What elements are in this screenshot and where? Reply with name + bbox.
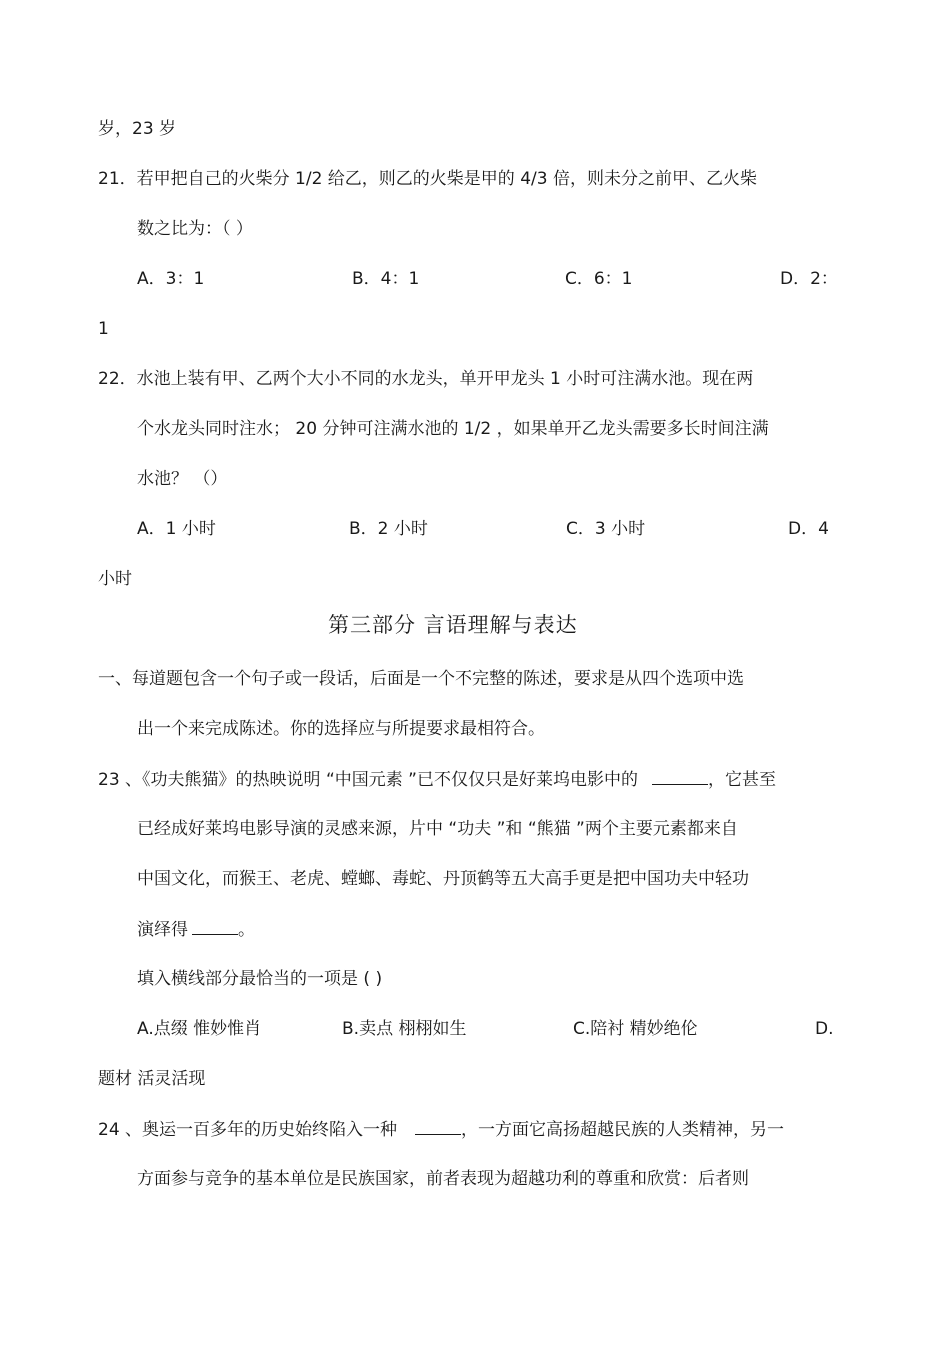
q23-line-1-tail: ，它甚至: [707, 770, 776, 790]
q24-line-1: [98, 1118, 784, 1141]
q21-option-a: A．3：1: [137, 269, 205, 289]
q23-line-4: [137, 918, 255, 941]
instruction-line-2: 出一个来完成陈述。你的选择应与所提要求最相符合。: [137, 719, 545, 739]
q23-option-d: D.: [815, 1019, 834, 1039]
q23-line-1: [98, 768, 776, 791]
q22-option-b: B．2 小时: [349, 519, 428, 539]
q23-line-4-tail: 。: [238, 920, 255, 940]
q23-option-a: A.点缀 惟妙惟肖: [137, 1019, 262, 1039]
q22-line-2: 个水龙头同时注水； 20 分钟可注满水池的 1/2 ，如果单开乙龙头需要多长时间注满: [137, 419, 769, 439]
q23-line-3: 中国文化，而猴王、老虎、螳螂、毒蛇、丹顶鹤等五大高手更是把中国功夫中轻功: [137, 869, 749, 889]
q23-line-4-text: 演绎得: [137, 920, 188, 940]
q21-option-d: D．2：: [780, 269, 838, 289]
top-line: 岁，23 岁: [98, 119, 177, 139]
q23-blank-2: [192, 918, 238, 935]
q22-option-a: A．1 小时: [137, 519, 216, 539]
instruction-line-1: 一、每道题包含一个句子或一段话，后面是一个不完整的陈述，要求是从四个选项中选: [98, 669, 744, 689]
q22-line-1: 22．水池上装有甲、乙两个大小不同的水龙头，单开甲龙头 1 小时可注满水池。现在两: [98, 369, 754, 389]
q22-option-d-wrap: 小时: [98, 569, 132, 589]
q24-line-1-tail: ，一方面它高扬超越民族的人类精神，另一: [461, 1120, 785, 1140]
q23-prompt: 填入横线部分最恰当的一项是 ( ): [137, 969, 383, 989]
q22-line-3: 水池？ （）: [137, 469, 228, 489]
q21-line-2: 数之比为：（ ）: [137, 219, 253, 239]
q21-line-1: 21．若甲把自己的火柴分 1/2 给乙，则乙的火柴是甲的 4/3 倍，则未分之前甲、乙火柴: [98, 169, 757, 189]
q24-line-1-text: 24 、奥运一百多年的历史始终陷入一种: [98, 1120, 398, 1140]
q22-option-c: C．3 小时: [566, 519, 646, 539]
q23-blank-1: [652, 768, 708, 785]
q24-blank-1: [415, 1118, 461, 1135]
q21-option-d-wrap: 1: [98, 319, 109, 339]
section-title: 第三部分 言语理解与表达: [328, 613, 578, 637]
q24-line-2: 方面参与竞争的基本单位是民族国家，前者表现为超越功利的尊重和欣赏：后者则: [137, 1169, 749, 1189]
q23-option-b: B.卖点 栩栩如生: [342, 1019, 467, 1039]
q22-option-d: D．4: [788, 519, 829, 539]
q21-option-c: C．6：1: [565, 269, 633, 289]
q21-option-b: B．4：1: [352, 269, 420, 289]
q23-line-1-text: 23 、《功夫熊猫》的热映说明 “中国元素 ”已不仅仅只是好莱坞电影中的: [98, 770, 638, 790]
q23-option-c: C.陪衬 精妙绝伦: [573, 1019, 698, 1039]
q23-line-2: 已经成好莱坞电影导演的灵感来源，片中 “功夫 ”和 “熊猫 ”两个主要元素都来自: [137, 819, 738, 839]
q23-option-d-wrap: 题材 活灵活现: [98, 1069, 206, 1089]
